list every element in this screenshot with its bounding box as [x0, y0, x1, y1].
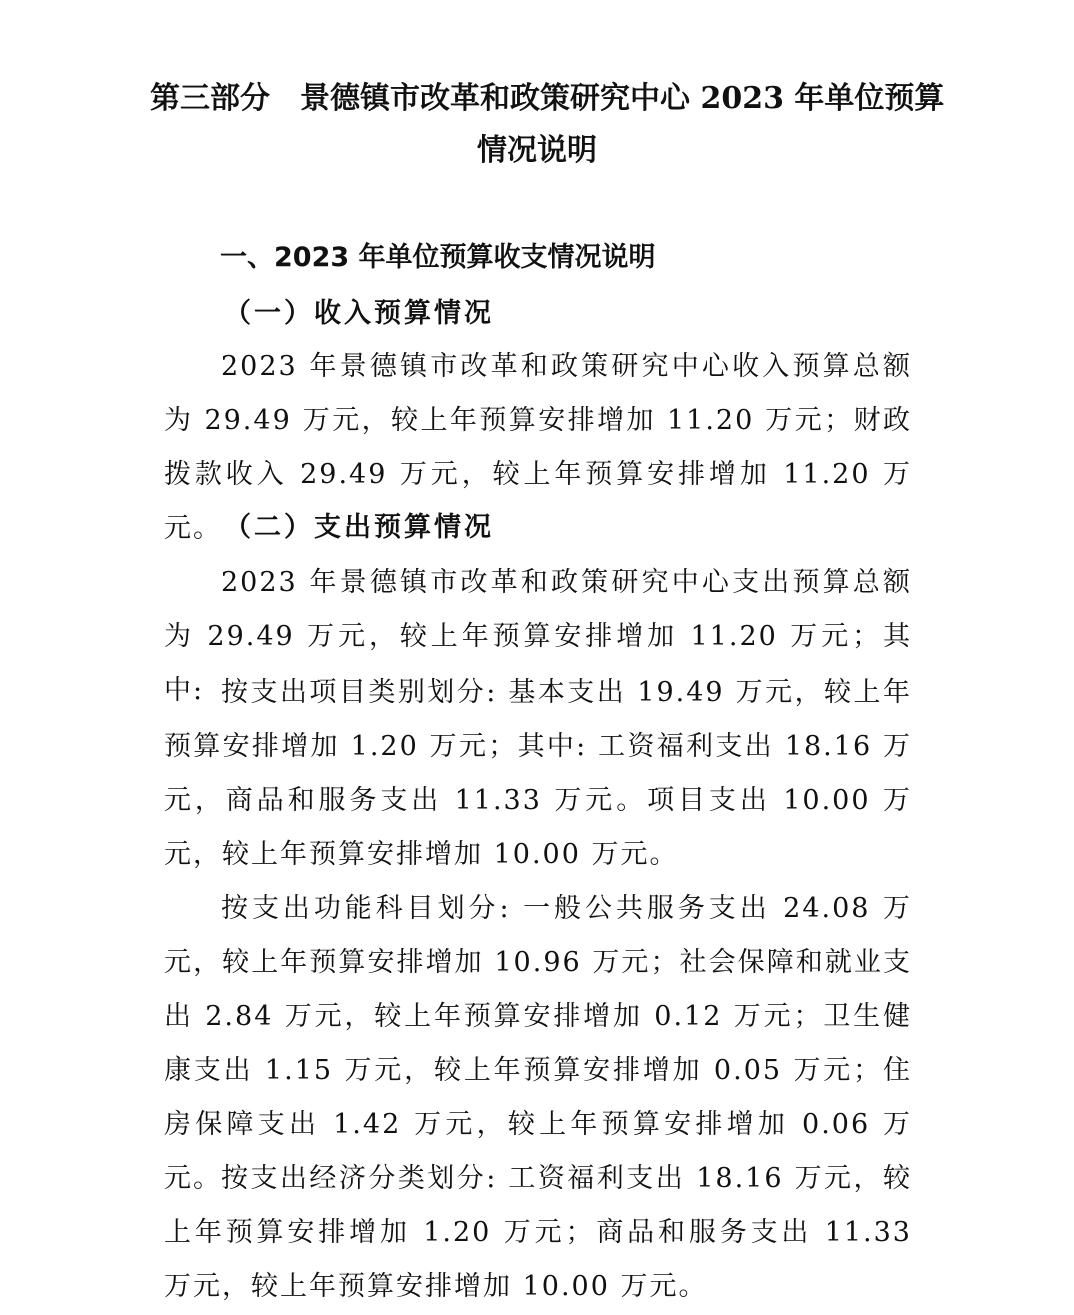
document-title-line-2: 情况说明 [477, 133, 597, 168]
expense-by-economic-paragraph: 按支出经济分类划分: 工资福利支出 18.16 万元，较上年预算安排增加 1.20 万元；商品和服务支出 11.33 万元，较上年预算安排增加 10.00 万元。 [164, 1163, 912, 1302]
expense-by-function-paragraph: 按支出功能科目划分: 一般公共服务支出 24.08 万元，较上年预算安排增加 10.96 万元；社会保障和就业支出 2.84 万元，较上年预算安排增加 0.12 万元；卫生健康支出 1.15 万元，较上年预算安排增加 0.05 万元；住房保障支出 1.42 万元，较上年预算安排增加 0.06 万元。 [164, 893, 912, 1194]
expense-budget-paragraph: 2023 年景德镇市改革和政策研究中心支出预算总额为 29.49 万元，较上年预算安排增加 11.20 万元；其中: [164, 567, 912, 706]
income-budget-paragraph: 2023 年景德镇市改革和政策研究中心收入预算总额为 29.49 万元，较上年预算安排增加 11.20 万元；财政拨款收入 29.49 万元，较上年预算安排增加 11.20 万元。 [164, 351, 912, 544]
subheading-expense-budget: （二）支出预算情况 [224, 512, 494, 543]
subheading-income-budget: （一）收入预算情况 [224, 298, 494, 329]
expense-by-project-paragraph: 按支出项目类别划分: 基本支出 19.49 万元，较上年预算安排增加 1.20 万元；其中: 工资福利支出 18.16 万元，商品和服务支出 11.33 万元。项目支出 10.00 万元，较上年预算安排增加 10.00 万元。 [164, 677, 912, 870]
document-title-line-1: 第三部分 景德镇市改革和政策研究中心 2023 年单位预算 [150, 81, 945, 116]
section-heading-budget-overview: 一、2023 年单位预算收支情况说明 [220, 242, 656, 273]
